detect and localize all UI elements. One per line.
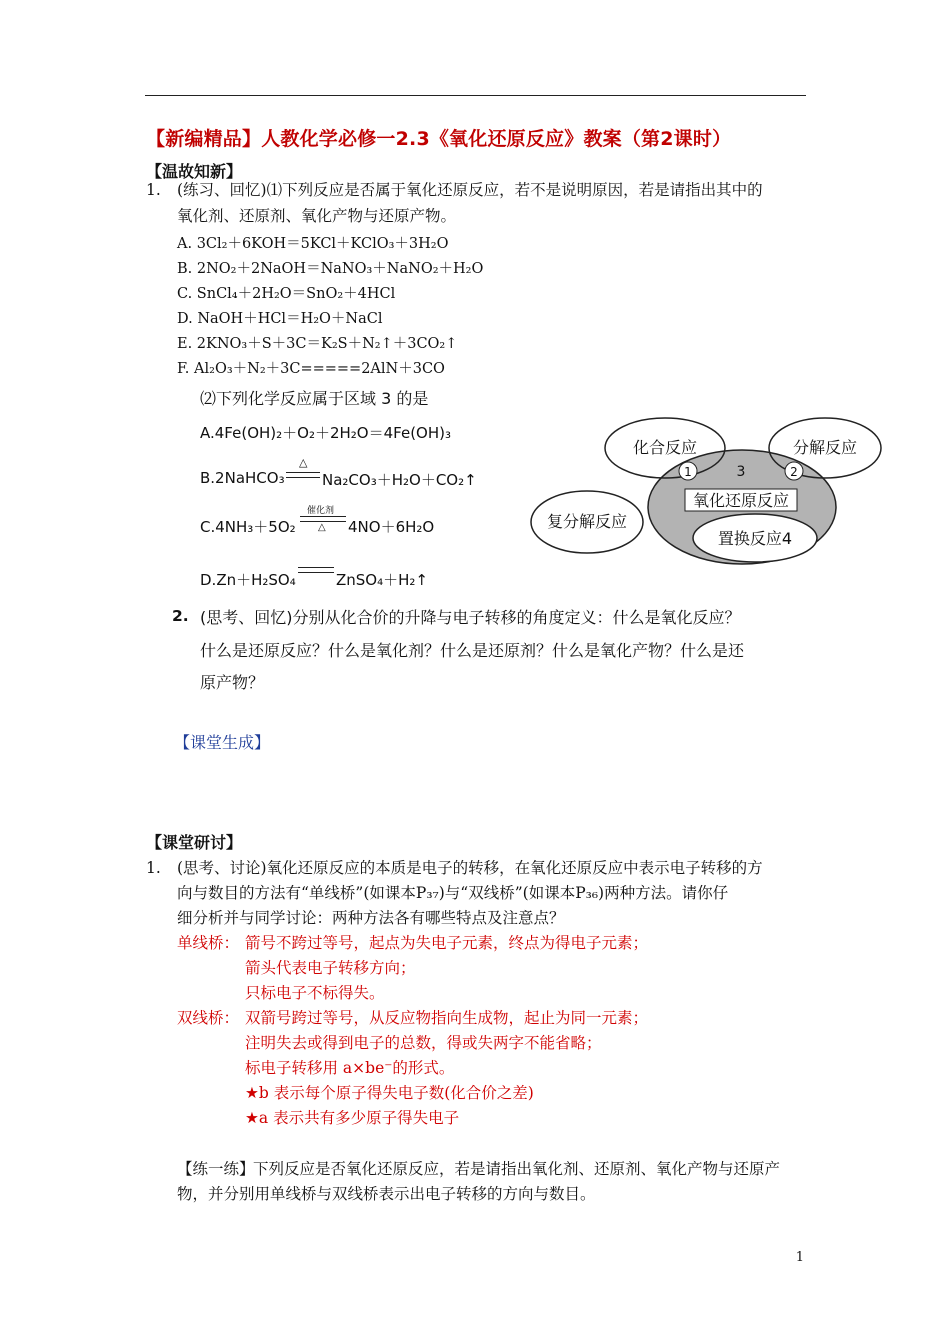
practice-line1: 下列反应是否氧化还原反应，若是请指出氧化剂、还原剂、氧化产物与还原产 xyxy=(253,1160,781,1178)
discussion-line1: (思考、讨论)氧化还原反应的本质是电子的转移，在氧化还原反应中表示电子转移的方 xyxy=(177,859,763,877)
q1-line1: (练习、回忆)⑴下列反应是否属于氧化还原反应，若不是说明原因，若是请指出其中的 xyxy=(177,181,763,199)
q1b-heading: ⑵下列化学反应属于区域 3 的是 xyxy=(200,389,429,408)
double-bridge-label: 双线桥： xyxy=(177,1009,240,1027)
discussion-number: 1. xyxy=(146,859,161,877)
q1-option-d: D. NaOH＋HCl＝H₂O＋NaCl xyxy=(177,311,383,327)
double-bridge-point4: ★b 表示每个原子得失电子数(化合价之差) xyxy=(245,1084,534,1102)
section-practice: 【练一练】 xyxy=(177,1160,255,1178)
q1b-option-c-catalyst: 催化剂 xyxy=(307,506,335,516)
section-classroom-generation: 【课堂生成】 xyxy=(174,733,271,752)
double-bridge-point5: ★a 表示共有多少原子得失电子 xyxy=(245,1109,460,1127)
q2-line2: 什么是还原反应？什么是氧化剂？什么是还原剂？什么是氧化产物？什么是还 xyxy=(200,641,745,660)
q1b-option-b-left: B.2NaHCO₃ xyxy=(200,469,285,487)
q1b-option-c-left: C.4NH₃＋5O₂ xyxy=(200,518,296,536)
single-bridge-point2: 箭头代表电子转移方向； xyxy=(245,959,416,977)
section-review: 【温故知新】 xyxy=(146,162,243,181)
q1b-option-d-left: D.Zn＋H₂SO₄ xyxy=(200,571,296,589)
q1b-option-c-right: 4NO＋6H₂O xyxy=(348,518,435,536)
practice-line2: 物，并分别用单线桥与双线桥表示出电子转移的方向与数目。 xyxy=(177,1185,596,1203)
double-bridge-point2: 注明失去或得到电子的总数，得或失两字不能省略； xyxy=(245,1034,602,1052)
q1b-option-d-right: ZnSO₄＋H₂↑ xyxy=(336,571,428,589)
region3-label: 3 xyxy=(736,464,746,480)
discussion-line2: 向与数目的方法有“单线桥”(如课本P₃₇)与“双线桥”(如课本P₃₆)两种方法。请你仔 xyxy=(177,884,729,902)
decomposition-label: 分解反应 xyxy=(792,438,858,457)
q1b-option-b-equals xyxy=(286,472,320,478)
single-bridge-point1: 箭号不跨过等号，起点为失电子元素，终点为得电子元素； xyxy=(245,934,649,952)
double-bridge-point1: 双箭号跨过等号，从反应物指向生成物，起止为同一元素； xyxy=(245,1009,649,1027)
discussion-line3: 细分析并与同学讨论：两种方法各有哪些特点及注意点？ xyxy=(177,909,565,927)
q1b-option-d-equals xyxy=(298,567,334,573)
page-number: 1 xyxy=(795,1250,804,1265)
double-decomposition-label: 复分解反应 xyxy=(546,512,628,531)
q1b-option-c-heat: △ xyxy=(318,522,326,533)
single-bridge-point3: 只标电子不标得失。 xyxy=(245,984,385,1002)
q1-option-a: A. 3Cl₂＋6KOH＝5KCl＋KClO₃＋3H₂O xyxy=(177,236,449,252)
q1-option-c: C. SnCl₄＋2H₂O＝SnO₂＋4HCl xyxy=(177,286,396,302)
reaction-type-diagram xyxy=(525,416,885,566)
q1b-option-a: A.4Fe(OH)₂＋O₂＋2H₂O＝4Fe(OH)₃ xyxy=(200,424,451,442)
region1-label: 1 xyxy=(684,465,692,479)
q2-line3: 原产物？ xyxy=(200,673,265,692)
q1-number: 1. xyxy=(146,181,161,199)
section-classroom-discussion: 【课堂研讨】 xyxy=(146,833,243,852)
page-title: 【新编精品】人教化学必修一2.3《氧化还原反应》教案（第2课时） xyxy=(146,128,732,150)
q1b-option-b-right: Na₂CO₃＋H₂O＋CO₂↑ xyxy=(322,471,477,489)
q2-number: 2. xyxy=(172,607,189,625)
double-bridge-point3: 标电子转移用 a×be⁻的形式。 xyxy=(245,1059,455,1077)
displacement-label: 置换反应4 xyxy=(717,529,793,548)
q2-line1: (思考、回忆)分别从化合价的升降与电子转移的角度定义：什么是氧化反应？ xyxy=(200,608,741,627)
q1-line2: 氧化剂、还原剂、氧化产物与还原产物。 xyxy=(177,207,457,225)
q1-option-b: B. 2NO₂＋2NaOH＝NaNO₃＋NaNO₂＋H₂O xyxy=(177,261,484,277)
q1-option-f: F. Al₂O₃＋N₂＋3C=====2AlN＋3CO xyxy=(177,361,445,377)
q1b-option-b-condition: △ xyxy=(299,456,308,469)
redox-label: 氧化还原反应 xyxy=(692,491,790,510)
q1-option-e: E. 2KNO₃＋S＋3C＝K₂S＋N₂↑＋3CO₂↑ xyxy=(177,336,458,352)
region2-label: 2 xyxy=(790,465,798,479)
combination-label: 化合反应 xyxy=(632,438,698,457)
header-rule xyxy=(145,95,806,96)
single-bridge-label: 单线桥： xyxy=(177,934,240,952)
